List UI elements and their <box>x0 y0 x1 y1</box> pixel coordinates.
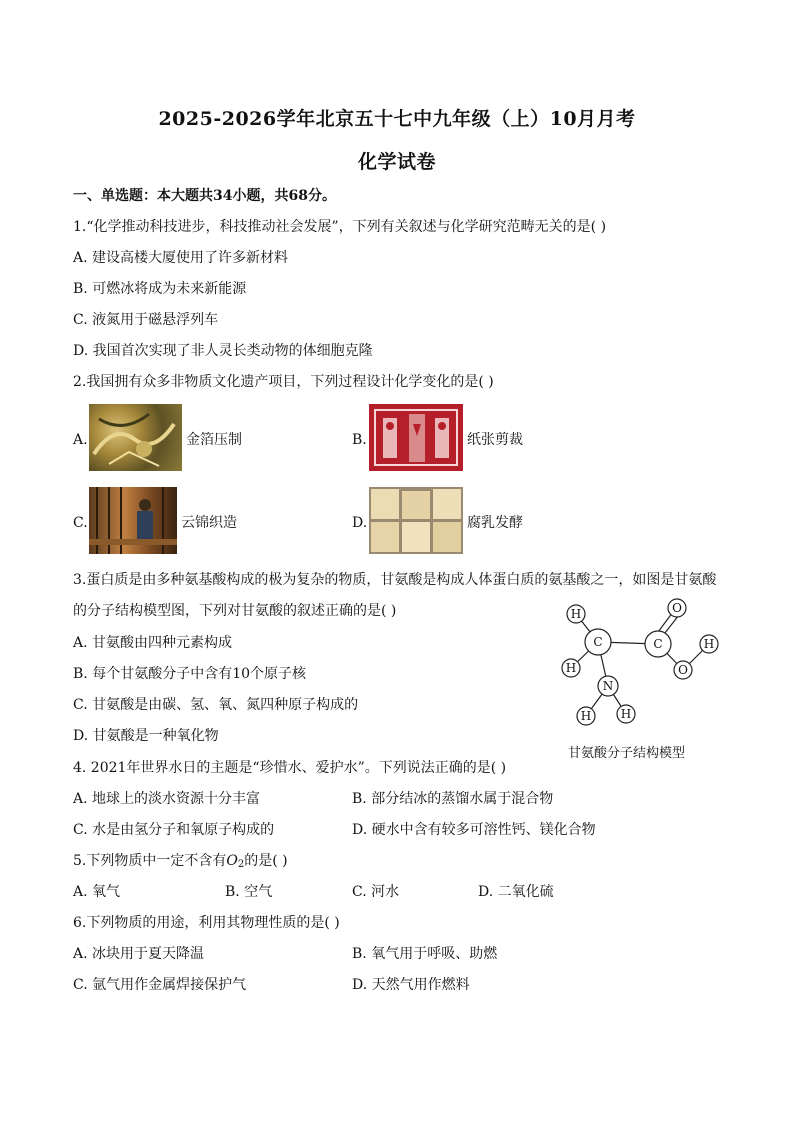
q1-option-c: C. 液氮用于磁悬浮列车 <box>73 312 219 328</box>
q6-option-a: A. 冰块用于夏天降温 <box>73 946 205 962</box>
atom-label-c: C <box>593 635 603 649</box>
q4-option-d: D. 硬水中含有较多可溶性钙、镁化合物 <box>352 822 596 838</box>
q2-option-c-text: 云锦织造 <box>181 515 237 531</box>
q2-option-a-letter: A. <box>73 432 88 448</box>
atom-label-h: H <box>570 607 582 621</box>
q5-formula: O <box>226 853 238 869</box>
q5-stem-prefix: 5.下列物质中一定不含有 <box>73 853 227 869</box>
q5-stem-suffix: 的是( ) <box>244 853 288 869</box>
q3-option-c: C. 甘氨酸是由碳、氢、氧、氮四种原子构成的 <box>73 697 359 713</box>
q3-option-d: D. 甘氨酸是一种氧化物 <box>73 728 219 744</box>
q2-option-b-letter: B. <box>352 432 367 448</box>
q6-option-d: D. 天然气用作燃料 <box>352 977 470 993</box>
section-heading: 一、单选题：本大题共34小题，共68分。 <box>73 188 336 204</box>
atom-label-c: C <box>653 637 663 651</box>
q5-option-d: D. 二氧化硫 <box>478 884 554 900</box>
atom-label-o: O <box>672 601 682 615</box>
q1-option-a: A. 建设高楼大厦使用了许多新材料 <box>73 250 289 266</box>
q6-option-b: B. 氧气用于呼吸、助燃 <box>352 946 498 962</box>
q3-stem-line2: 的分子结构模型图，下列对甘氨酸的叙述正确的是( ) <box>73 603 397 619</box>
paper-cut-image <box>369 404 463 471</box>
q2-option-b-text: 纸张剪裁 <box>467 432 523 448</box>
atom-label-o: O <box>678 663 688 677</box>
fermented-tofu-image <box>369 487 463 554</box>
q4-option-b: B. 部分结冰的蒸馏水属于混合物 <box>352 791 554 807</box>
page-title: 2025-2026学年北京五十七中九年级（上）10月月考 <box>158 108 636 130</box>
brocade-weaving-image <box>89 487 177 554</box>
q2-option-c-letter: C. <box>73 515 88 531</box>
q1-stem: 1.“化学推动科技进步，科技推动社会发展”，下列有关叙述与化学研究范畴无关的是( ) <box>73 219 607 235</box>
atom-label-h: H <box>565 661 577 675</box>
q5-formula-subscript: 2 <box>237 859 245 870</box>
q5-option-b: B. 空气 <box>225 884 273 900</box>
q2-option-d-letter: D. <box>352 515 368 531</box>
q1-option-b: B. 可燃冰将成为未来新能源 <box>73 281 247 297</box>
q2-option-a-text: 金箔压制 <box>186 432 242 448</box>
q4-stem: 4. 2021年世界水日的主题是“珍惜水、爱护水”。下列说法正确的是( ) <box>73 760 507 776</box>
gold-foil-image <box>89 404 182 471</box>
page-subtitle: 化学试卷 <box>357 151 436 173</box>
q5-option-a: A. 氧气 <box>73 884 121 900</box>
glycine-molecule-diagram <box>555 596 730 731</box>
atom-label-h: H <box>580 709 592 723</box>
atom-label-h: H <box>703 637 715 651</box>
q6-stem: 6.下列物质的用途，利用其物理性质的是( ) <box>73 915 340 931</box>
q5-option-c: C. 河水 <box>352 884 400 900</box>
q4-option-c: C. 水是由氢分子和氧原子构成的 <box>73 822 275 838</box>
q3-stem-line1: 3.蛋白质是由多种氨基酸构成的极为复杂的物质，甘氨酸是构成人体蛋白质的氨基酸之一，如图是甘氨酸 <box>73 572 717 588</box>
q3-option-a: A. 甘氨酸由四种元素构成 <box>73 635 233 651</box>
q2-option-d-text: 腐乳发酵 <box>467 515 523 531</box>
q1-option-d: D. 我国首次实现了非人灵长类动物的体细胞克隆 <box>73 343 373 359</box>
q6-option-c: C. 氩气用作金属焊接保护气 <box>73 977 247 993</box>
q5-stem <box>73 852 288 874</box>
q3-option-b: B. 每个甘氨酸分子中含有10个原子核 <box>73 666 307 682</box>
diagram-caption: 甘氨酸分子结构模型 <box>568 746 686 761</box>
q2-stem: 2.我国拥有众多非物质文化遗产项目，下列过程设计化学变化的是( ) <box>73 374 494 390</box>
atom-label-h: H <box>620 707 632 721</box>
q4-option-a: A. 地球上的淡水资源十分丰富 <box>73 791 261 807</box>
atom-label-n: N <box>602 679 614 693</box>
